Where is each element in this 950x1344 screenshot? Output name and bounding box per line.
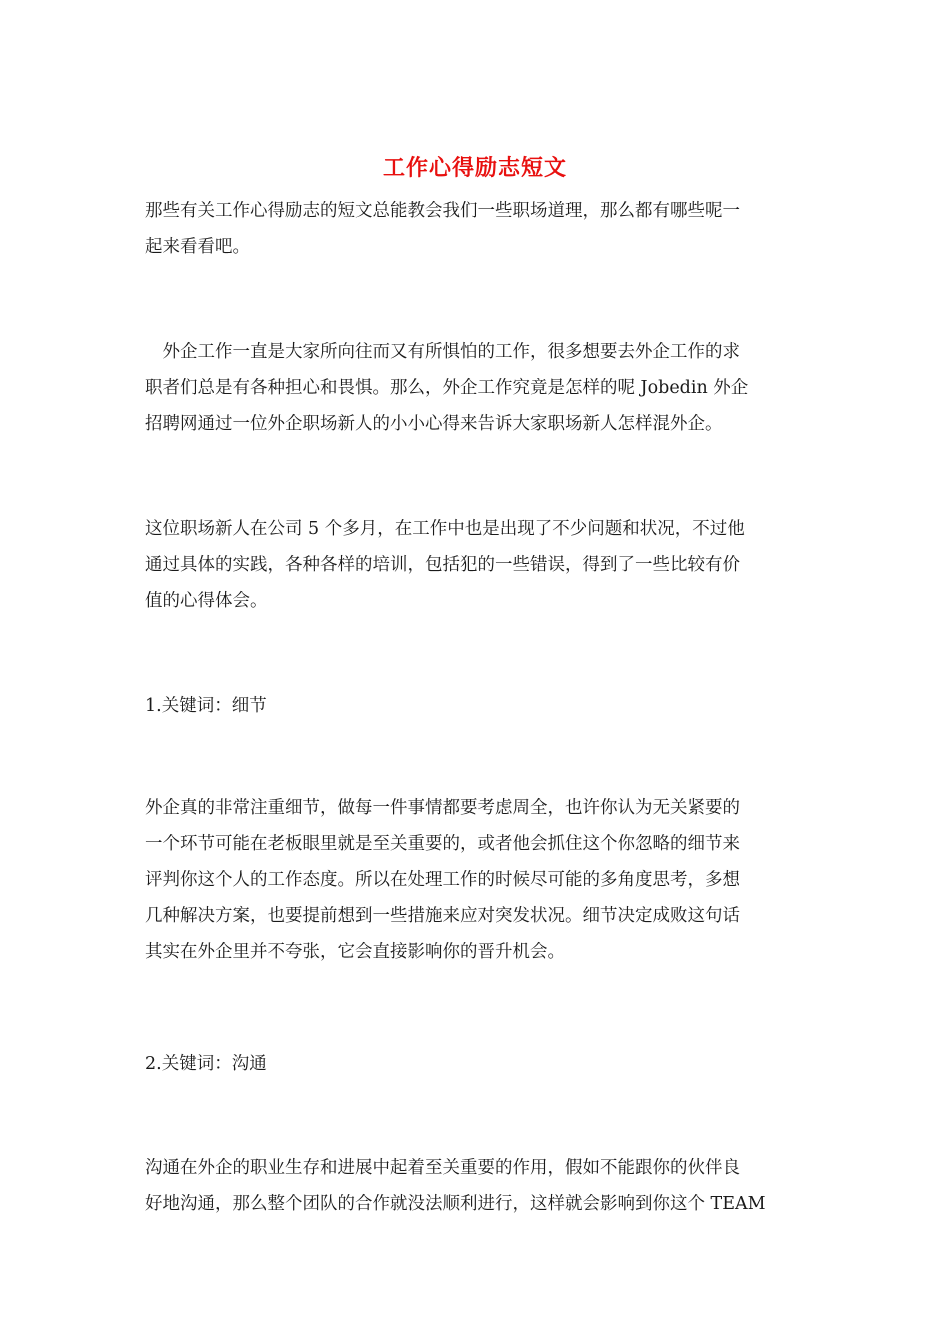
paragraph-line: 这位职场新人在公司 5 个多月，在工作中也是出现了不少问题和状况，不过他 xyxy=(145,519,745,539)
section-heading-text: 2.关键词：沟通 xyxy=(145,1054,267,1074)
section-heading xyxy=(145,688,805,724)
section-heading xyxy=(145,1046,805,1082)
section-heading-text: 1.关键词：细节 xyxy=(145,696,267,716)
document-title: 工作心得励志短文 xyxy=(382,155,567,181)
body-paragraph xyxy=(145,334,805,442)
paragraph-line: 通过具体的实践，各种各样的培训，包括犯的一些错误，得到了一些比较有价 xyxy=(145,555,740,575)
paragraph-line: 招聘网通过一位外企职场新人的小小心得来告诉大家职场新人怎样混外企。 xyxy=(145,414,723,434)
paragraph-line: 评判你这个人的工作态度。所以在处理工作的时候尽可能的多角度思考，多想 xyxy=(145,870,740,890)
body-paragraph xyxy=(145,790,805,970)
paragraph-line: 那些有关工作心得励志的短文总能教会我们一些职场道理，那么都有哪些呢一 xyxy=(145,201,740,221)
paragraph-line: 一个环节可能在老板眼里就是至关重要的，或者他会抓住这个你忽略的细节来 xyxy=(145,834,740,854)
paragraph-line: 值的心得体会。 xyxy=(145,591,268,611)
body-paragraph xyxy=(145,511,805,619)
paragraph-line: 外企工作一直是大家所向往而又有所惧怕的工作，很多想要去外企工作的求 xyxy=(145,342,740,362)
paragraph-line: 好地沟通，那么整个团队的合作就没法顺利进行，这样就会影响到你这个 TEAM xyxy=(145,1194,766,1214)
paragraph-line: 起来看看吧。 xyxy=(145,237,250,257)
paragraph-line: 其实在外企里并不夸张，它会直接影响你的晋升机会。 xyxy=(145,942,565,962)
body-paragraph xyxy=(145,1150,805,1222)
paragraph-line: 职者们总是有各种担心和畏惧。那么，外企工作究竟是怎样的呢 Jobedin 外企 xyxy=(145,378,749,398)
paragraph-line: 沟通在外企的职业生存和进展中起着至关重要的作用，假如不能跟你的伙伴良 xyxy=(145,1158,740,1178)
paragraph-line: 外企真的非常注重细节，做每一件事情都要考虑周全，也许你认为无关紧要的 xyxy=(145,798,740,818)
paragraph-line: 几种解决方案，也要提前想到一些措施来应对突发状况。细节决定成败这句话 xyxy=(145,906,740,926)
intro-paragraph xyxy=(145,193,805,265)
